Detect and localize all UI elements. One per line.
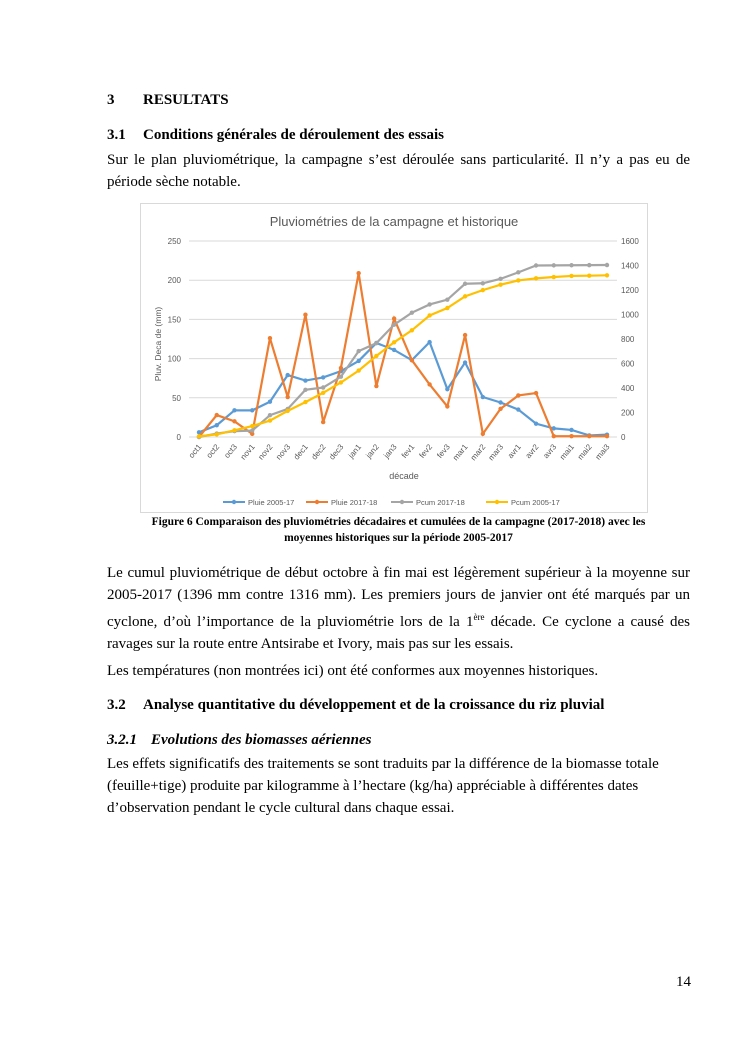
series-line	[199, 265, 607, 437]
x-axis-label: décade	[389, 471, 419, 481]
x-tick-label: avr2	[523, 442, 541, 461]
section-title: RESULTATS	[143, 92, 229, 108]
data-point	[303, 388, 307, 392]
subsection-number: 3.2	[107, 697, 126, 713]
data-point	[498, 277, 502, 281]
data-point	[534, 263, 538, 267]
data-point	[516, 270, 520, 274]
x-tick-label: mar2	[468, 442, 488, 463]
data-point	[427, 340, 431, 344]
data-point	[356, 271, 360, 275]
data-point	[410, 328, 414, 332]
section-heading	[107, 92, 229, 109]
data-point	[481, 281, 485, 285]
y2-tick-label: 600	[621, 359, 635, 369]
y2-tick-label: 0	[621, 433, 626, 442]
data-point	[552, 263, 556, 267]
data-point	[250, 408, 254, 412]
data-point	[303, 400, 307, 404]
x-tick-label: oct2	[204, 442, 222, 460]
legend-label: Pluie 2017-18	[331, 498, 378, 507]
data-point	[339, 380, 343, 384]
data-point	[605, 273, 609, 277]
data-point	[516, 393, 520, 397]
y-tick-label: 0	[176, 433, 181, 442]
x-tick-label: mar3	[486, 442, 506, 463]
y2-tick-label: 800	[621, 335, 635, 344]
data-point	[410, 310, 414, 314]
data-point	[321, 385, 325, 389]
data-point	[445, 297, 449, 301]
data-point	[215, 432, 219, 436]
data-point	[498, 283, 502, 287]
data-point	[552, 275, 556, 279]
data-point	[285, 373, 289, 377]
subsection-heading-3-1	[107, 127, 444, 144]
data-point	[587, 434, 591, 438]
data-point	[481, 432, 485, 436]
caption-line-1: Figure 6 Comparaison des pluviométries décadaires et cumulées de la campagne (2017-2018) avec les	[151, 516, 646, 528]
data-point	[516, 278, 520, 282]
data-point	[232, 428, 236, 432]
x-tick-label: fev2	[417, 442, 435, 460]
data-point	[374, 354, 378, 358]
data-point	[463, 360, 467, 364]
subsection-title: Analyse quantitative du développement et de la croissance du riz pluvial	[143, 697, 605, 713]
y-tick-label: 150	[167, 315, 181, 325]
section-number: 3	[107, 92, 115, 108]
data-point	[215, 413, 219, 417]
data-point	[268, 400, 272, 404]
data-point	[481, 288, 485, 292]
data-point	[410, 358, 414, 362]
data-point	[356, 349, 360, 353]
data-point	[498, 400, 502, 404]
subsection-heading-3-2	[107, 697, 604, 714]
x-tick-label: oct3	[222, 442, 240, 460]
data-point	[516, 407, 520, 411]
data-point	[587, 263, 591, 267]
legend-label: Pluie 2005-17	[248, 498, 295, 507]
data-point	[339, 375, 343, 379]
data-point	[268, 336, 272, 340]
y-axis-label: Pluv. Deca de (mm)	[153, 306, 163, 382]
data-point	[392, 340, 396, 344]
x-tick-label: dec2	[309, 442, 328, 462]
data-point	[250, 424, 254, 428]
data-point	[321, 391, 325, 395]
data-point	[427, 302, 431, 306]
x-tick-label: avr3	[541, 442, 559, 461]
data-point	[285, 409, 289, 413]
x-tick-label: dec1	[291, 442, 310, 462]
data-point	[250, 428, 254, 432]
data-point	[463, 333, 467, 337]
subsection-title: Conditions générales de déroulement des essais	[143, 127, 444, 143]
subsection-number: 3.1	[107, 127, 126, 143]
x-tick-label: jan3	[382, 442, 399, 460]
data-point	[232, 419, 236, 423]
subsection-heading-3-2-1	[107, 732, 371, 749]
y-tick-label: 100	[167, 354, 181, 364]
data-point	[392, 316, 396, 320]
x-tick-label: mar1	[451, 442, 470, 463]
data-point	[321, 375, 325, 379]
data-point	[534, 391, 538, 395]
legend-label: Pcum 2017-18	[416, 498, 465, 507]
x-tick-label: avr1	[505, 442, 523, 461]
data-point	[197, 434, 201, 438]
x-tick-label: nov3	[274, 442, 293, 462]
paragraph-biomass: Les effets significatifs des traitements se sont traduits par la différence de la biomasse totale (feuille+tige) produite par kilogramme à l’hectare (kg/ha) appréciable à différentes dates d’observation pendant le cycle cultural dans chaque essai.	[107, 756, 659, 816]
data-point	[481, 395, 485, 399]
data-point	[268, 418, 272, 422]
x-tick-label: dec3	[327, 442, 346, 462]
caption-line-2: moyennes historiques sur la période 2005-2017	[284, 532, 513, 544]
y2-tick-label: 1600	[621, 237, 639, 246]
rainfall-chart	[140, 203, 648, 513]
data-point	[303, 378, 307, 382]
chart-svg	[141, 204, 647, 512]
data-point	[569, 263, 573, 267]
legend-marker	[315, 500, 319, 504]
x-tick-label: mai3	[593, 442, 612, 462]
paragraph-cumul	[107, 562, 690, 655]
data-point	[356, 368, 360, 372]
data-point	[569, 428, 573, 432]
data-point	[374, 384, 378, 388]
x-tick-label: fev1	[399, 442, 417, 460]
y2-tick-label: 1200	[621, 286, 639, 295]
y-tick-label: 250	[167, 237, 181, 246]
data-point	[427, 382, 431, 386]
paragraph-intro: Sur le plan pluviométrique, la campagne s’est déroulée sans particularité. Il n’y a pas eu de période sèche notable.	[107, 152, 690, 190]
x-tick-label: jan2	[364, 442, 381, 460]
data-point	[339, 366, 343, 370]
y2-tick-label: 400	[621, 384, 635, 393]
data-point	[445, 306, 449, 310]
data-point	[392, 322, 396, 326]
legend-marker	[495, 500, 499, 504]
data-point	[605, 263, 609, 267]
y2-tick-label: 200	[621, 408, 635, 418]
data-point	[268, 413, 272, 417]
subsection-number: 3.2.1	[107, 732, 137, 748]
data-point	[285, 395, 289, 399]
x-tick-label: mai1	[558, 442, 577, 462]
data-point	[215, 423, 219, 427]
page-number: 14	[676, 974, 691, 990]
data-point	[445, 404, 449, 408]
subsection-title: Evolutions des biomasses aériennes	[151, 732, 372, 748]
data-point	[356, 359, 360, 363]
chart-title: Pluviométries de la campagne et historique	[269, 214, 519, 229]
x-tick-label: mai2	[575, 442, 594, 462]
data-point	[569, 434, 573, 438]
figure-caption	[107, 514, 690, 546]
x-tick-label: nov1	[238, 442, 257, 462]
legend-marker	[400, 500, 404, 504]
data-point	[463, 294, 467, 298]
data-point	[569, 274, 573, 278]
data-point	[498, 407, 502, 411]
paragraph-text: Le cumul pluviométrique de début octobre à fin mai est légèrement supérieur à la moyenne sur 2005-2017 (1396 mm contre 1316 mm). Les premiers jours de janvier ont été marqués par un cyclone, d’où l’importance de la pluviométrie lors de la 1	[107, 565, 690, 630]
data-point	[427, 313, 431, 317]
paragraph-text: décade. Ce cyclone a causé des ravages sur la route entre Antsirabe et Ivory, mais pas sur les essais.	[107, 614, 690, 652]
x-tick-label: jan1	[346, 442, 364, 460]
data-point	[534, 276, 538, 280]
data-point	[463, 282, 467, 286]
legend-marker	[232, 500, 236, 504]
data-point	[534, 421, 538, 425]
x-tick-label: nov2	[256, 442, 275, 462]
data-point	[552, 434, 556, 438]
y2-tick-label: 1400	[621, 261, 639, 271]
data-point	[605, 434, 609, 438]
data-point	[445, 387, 449, 391]
data-point	[374, 341, 378, 345]
x-tick-label: fev3	[435, 442, 452, 460]
paragraph-temperatures: Les températures (non montrées ici) ont été conformes aux moyennes historiques.	[107, 663, 599, 679]
data-point	[232, 408, 236, 412]
data-point	[321, 420, 325, 424]
x-tick-label: oct1	[186, 442, 204, 460]
superscript: ère	[473, 612, 485, 622]
legend-label: Pcum 2005-17	[511, 498, 560, 507]
y-tick-label: 200	[167, 276, 181, 286]
y2-tick-label: 1000	[621, 310, 639, 320]
data-point	[303, 312, 307, 316]
data-point	[392, 348, 396, 352]
data-point	[587, 273, 591, 277]
y-tick-label: 50	[172, 393, 181, 403]
